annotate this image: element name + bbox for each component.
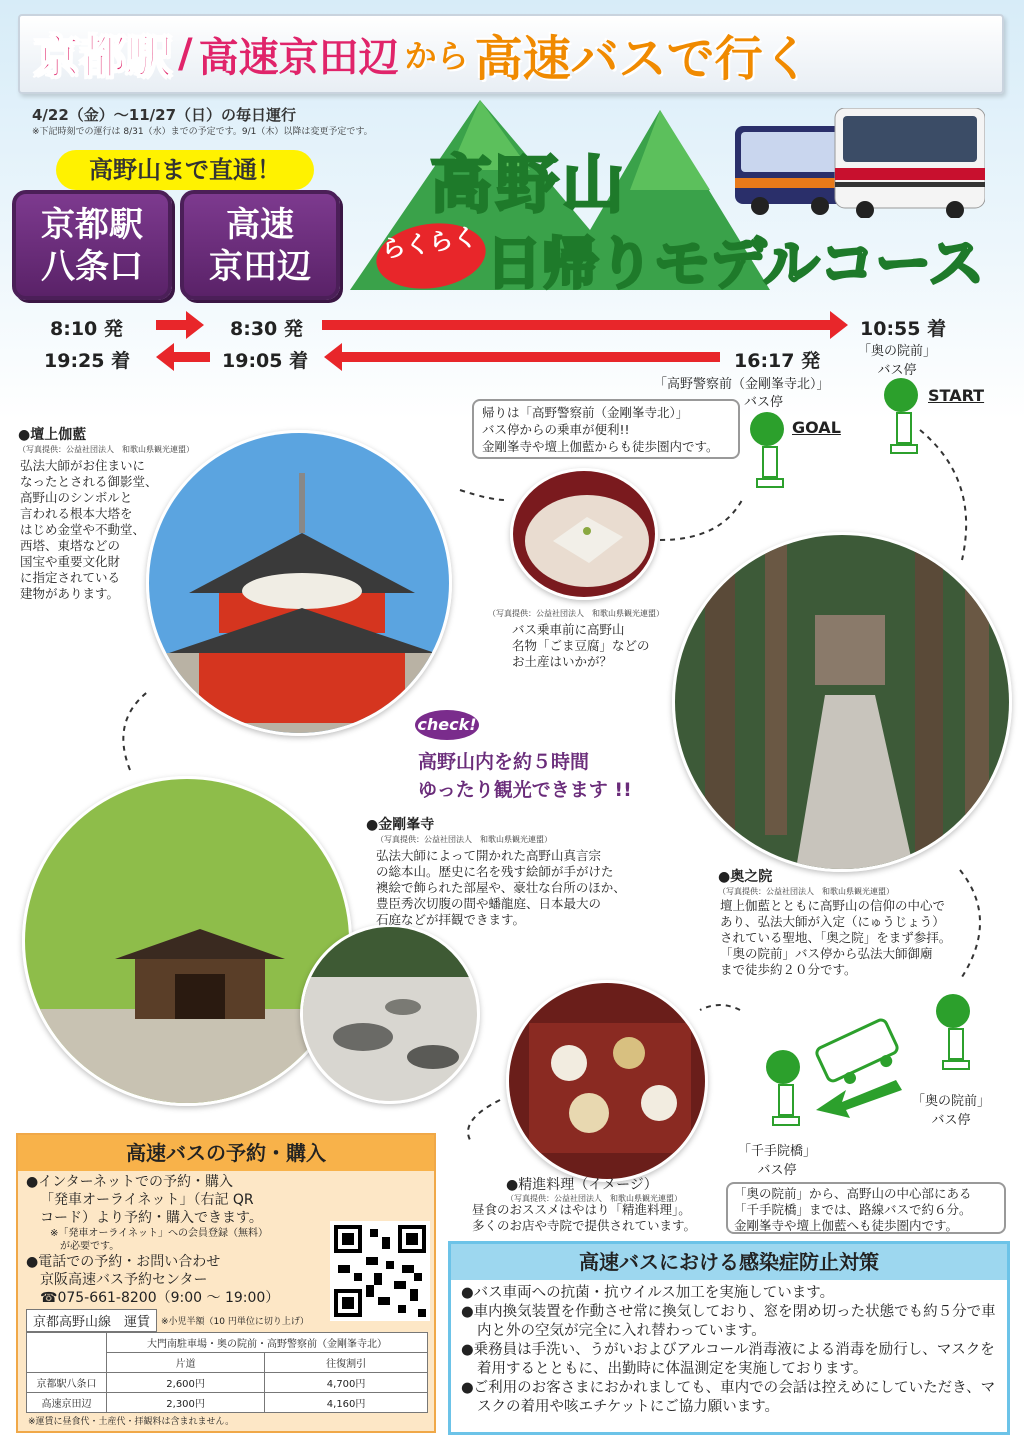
stop-okunoin-top-sub: バス停 (877, 363, 917, 378)
shojin-description: 昼食のおススメはやはり「精進料理」。 多くのお店や寺院で提供されています。 (472, 1202, 697, 1233)
time-kyoto-dep: 8:10 発 (50, 318, 123, 340)
stop-senjuin-name: 「千手院橋」 (738, 1144, 817, 1159)
reservation-box (16, 1133, 436, 1433)
check-line1: 高野山内を約５時間 (418, 751, 590, 773)
reserve-tel-heading: ●電話での予約・お問い合わせ (26, 1254, 221, 1270)
shojin-title: ●精進料理（イメージ） (506, 1177, 658, 1193)
station-kyoto-line1: 京都駅 (41, 205, 143, 245)
okunoin-title: ●奥之院 (718, 869, 773, 885)
stop-okunoin-top-name: 「奥の院前」 (858, 344, 937, 359)
stop-okunoin-bottom-name: 「奥の院前」 (912, 1094, 991, 1109)
time-okunoin-arr: 10:55 着 (860, 318, 947, 340)
table-row: 京都駅八条口 2,600円 4,700円 (27, 1373, 428, 1393)
infection-box (448, 1241, 1010, 1435)
reserve-net-desc: コード）より予約・購入できます。 (40, 1210, 263, 1226)
fare-table (26, 1332, 428, 1413)
time-kyotanabe-arr: 19:05 着 (222, 350, 309, 372)
time-kyotanabe-dep: 8:30 発 (230, 318, 303, 340)
table-row: 高速京田辺 2,300円 4,160円 (27, 1393, 428, 1413)
bubble-line3: 金剛峯寺や壇上伽藍からも徒歩圏内です。 (482, 439, 719, 454)
check-badge: check! (415, 710, 479, 740)
fare-title: 京都高野山線 運賃 (26, 1309, 157, 1332)
title-model-course: 日帰りモデルコース (486, 232, 985, 297)
okunoin-description: 壇上伽藍とともに高野山の信仰の中心で あり、弘法大師が入定（にゅうじょう） されている聖地、「奥之院」をまず参拝。 「奥の院前」バス停から弘法大師御廟 まで徒歩約２０分です。 (720, 898, 952, 977)
goal-label: GOAL (792, 418, 841, 437)
danjo-title: ●壇上伽藍 (18, 427, 87, 443)
time-kyoto-arr: 19:25 着 (44, 350, 131, 372)
start-label: START (928, 386, 985, 405)
station-kyotanabe-line1: 高速 (226, 205, 294, 245)
qr-code[interactable] (330, 1221, 430, 1321)
stop-keisatsu-label: 「高野警察前（金剛峯寺北）」 (654, 377, 830, 392)
header-bus: 高速バスで行く (474, 30, 811, 87)
stop-okunoin-bottom-sub: バス停 (931, 1113, 971, 1128)
rakuraku-text: らくらく (379, 222, 479, 264)
operation-period: 4/22（金）～11/27（日）の毎日運行 (32, 106, 297, 124)
stop-keisatsu-sub: バス停 (744, 395, 784, 410)
tofu-description: バス乗車前に高野山 名物「ごま豆腐」などの お土産はいかが？ (512, 622, 650, 669)
direct-badge: 高野山まで直通！ (56, 150, 314, 190)
kongobuji-title: ●金剛峯寺 (366, 817, 435, 833)
header-from: から (404, 37, 469, 75)
station-kyotanabe-line2: 京田辺 (209, 247, 311, 287)
header-slash: / (178, 31, 193, 77)
bubble-line1: 帰りは「高野警察前（金剛峯寺北）」 (482, 405, 689, 420)
list-item: ●車内換気装置を作動させ常に換気しており、窓を閉め切った状態でも約５分で車内と外の空気が完全に入れ替わっています。 (461, 1304, 996, 1339)
reserve-tel-center: 京阪高速バス予約センター (40, 1272, 208, 1288)
stop-senjuin-sub: バス停 (757, 1163, 797, 1178)
header-kyotanabe: 高速京田辺 (198, 34, 399, 81)
fare-col-round: 往復割引 (265, 1353, 428, 1373)
station-kyoto-line2: 八条口 (41, 247, 143, 287)
bubble-line2: バス停からの乗車が便利!! (482, 422, 630, 437)
fare-col-one: 片道 (107, 1353, 265, 1373)
shojin-credit: （写真提供：公益社団法人 和歌山県観光連盟） (506, 1194, 682, 1203)
senjuin-info-box: 「奥の院前」から、高野山の中心部にある 「千手院橋」までは、路線バスで約６分。 金剛峯寺や壇上伽藍へも徒歩圏内です。 (726, 1182, 1006, 1234)
danjo-description: 弘法大師がお住まいに なったとされる御影堂、 高野山のシンボルと 言われる根本大塔を はじめ金堂や不動堂、 西塔、東塔などの 国宝や重要文化財 に指定されている 建物があります。 (20, 458, 158, 601)
fare-bottom-note: ※運賃に昼食代・土産代・拝観料は含まれません。 (28, 1417, 235, 1427)
fare-note: ※小児半額（10 円単位に切り上げ） (161, 1317, 309, 1327)
check-line2: ゆったり観光できます !! (418, 779, 632, 801)
danjo-credit: （写真提供：公益社団法人 和歌山県観光連盟） (18, 445, 194, 454)
infection-title: 高速バスにおける感染症防止対策 (451, 1244, 1007, 1280)
operation-period-note: ※下記時刻での運行は 8/31（水）までの予定です。9/1（木）以降は変更予定です。 (32, 127, 373, 137)
reserve-net-heading: ●インターネットでの予約・購入 (26, 1174, 233, 1190)
title-kouyasan: 高野山 (430, 148, 629, 221)
reserve-net-note1: ※「発車オーライネット」への会員登録（無料） (50, 1228, 268, 1239)
kongobuji-description: 弘法大師によって開かれた高野山真言宗 の総本山。歴史に名を残す絵師が手がけた 襖絵で飾られた部屋や、豪壮な台所のほか、 豊臣秀次切腹の間や蟠龍庭、日本最大の 石庭などが拝観できます。 (376, 848, 626, 927)
reserve-net-link[interactable]: 「発車オーライネット」（右記 QR (40, 1192, 254, 1208)
reservation-title: 高速バスの予約・購入 (18, 1135, 434, 1171)
okunoin-credit: （写真提供：公益社団法人 和歌山県観光連盟） (718, 887, 894, 896)
reserve-tel-number[interactable]: ☎075-661-8200（9:00 ～ 19:00） (40, 1290, 280, 1306)
tofu-credit: （写真提供：公益社団法人 和歌山県観光連盟） (488, 609, 664, 618)
list-item: ●乗務員は手洗い、うがいおよびアルコール消毒液による消毒を励行し、マスクを着用するとともに、出勤時に体温測定を実施しております。 (461, 1342, 995, 1377)
reserve-net-note2: が必要です。 (60, 1241, 120, 1252)
list-item: ●ご利用のお客さまにおかれましても、車内での会話は控えめにしていただき、マスクの着用や咳エチケットにご協力願います。 (461, 1380, 996, 1415)
header-kyoto: 京都駅 (34, 30, 172, 84)
fare-dest: 大門南駐車場・奥の院前・高野警察前（金剛峯寺北） (107, 1333, 428, 1353)
kongobuji-credit: （写真提供：公益社団法人 和歌山県観光連盟） (376, 835, 552, 844)
list-item: ●バス車両への抗菌・抗ウイルス加工を実施しています。 (461, 1285, 835, 1301)
time-keisatsu-dep: 16:17 発 (734, 350, 821, 372)
